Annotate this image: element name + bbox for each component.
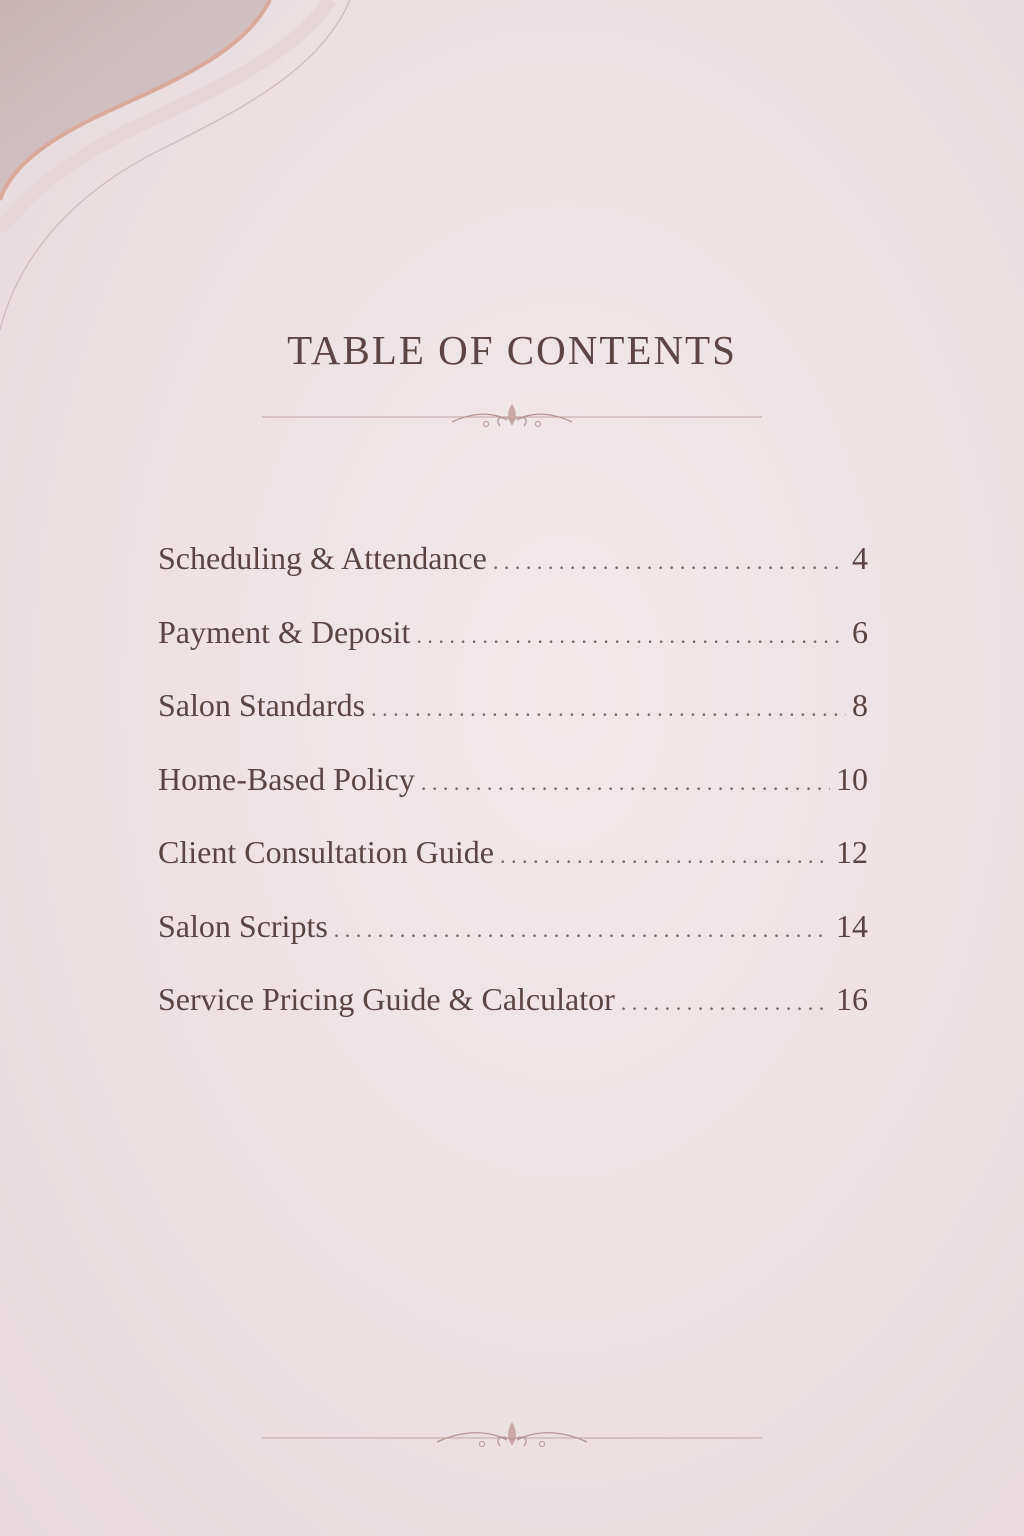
toc-entry-page: 16 [836,981,868,1017]
toc-entry-label: Salon Standards [158,687,366,723]
toc-entry-page: 10 [836,760,868,797]
toc-entry-page: 8 [852,687,868,723]
marble-corner-decoration [0,0,420,360]
toc-entry-label: Client Consultation Guide [158,834,494,870]
toc-entry[interactable] [158,540,868,614]
toc-entry-label: Home-Based Policy [158,760,415,797]
toc-entry-page: 14 [836,907,868,944]
dot-leader [416,623,846,649]
dot-leader [621,990,830,1016]
page-title: TABLE OF CONTENTS [287,327,737,373]
fleur-de-lis-flourish-icon [262,400,762,440]
toc-entry[interactable] [158,908,868,982]
toc-entry[interactable] [158,614,868,688]
toc-entry-page: 4 [852,540,868,576]
toc-entry-label: Service Pricing Guide & Calculator [158,981,615,1017]
dot-leader [493,549,846,575]
toc-entry-label: Payment & Deposit [158,613,411,650]
toc-entry[interactable] [158,687,868,761]
fleur-de-lis-flourish-icon [262,1418,762,1458]
toc-entry-page: 12 [836,834,868,870]
dot-leader [334,917,830,943]
dot-leader [421,770,830,796]
dot-leader [500,843,830,869]
toc-entry[interactable] [158,761,868,835]
toc-entry[interactable] [158,981,868,1055]
toc-entry-label: Salon Scripts [158,907,328,944]
dot-leader [371,696,846,722]
toc-entry-page: 6 [852,613,868,650]
toc-entry[interactable] [158,834,868,908]
toc-entry-label: Scheduling & Attendance [158,540,487,576]
toc-list [158,540,868,1055]
